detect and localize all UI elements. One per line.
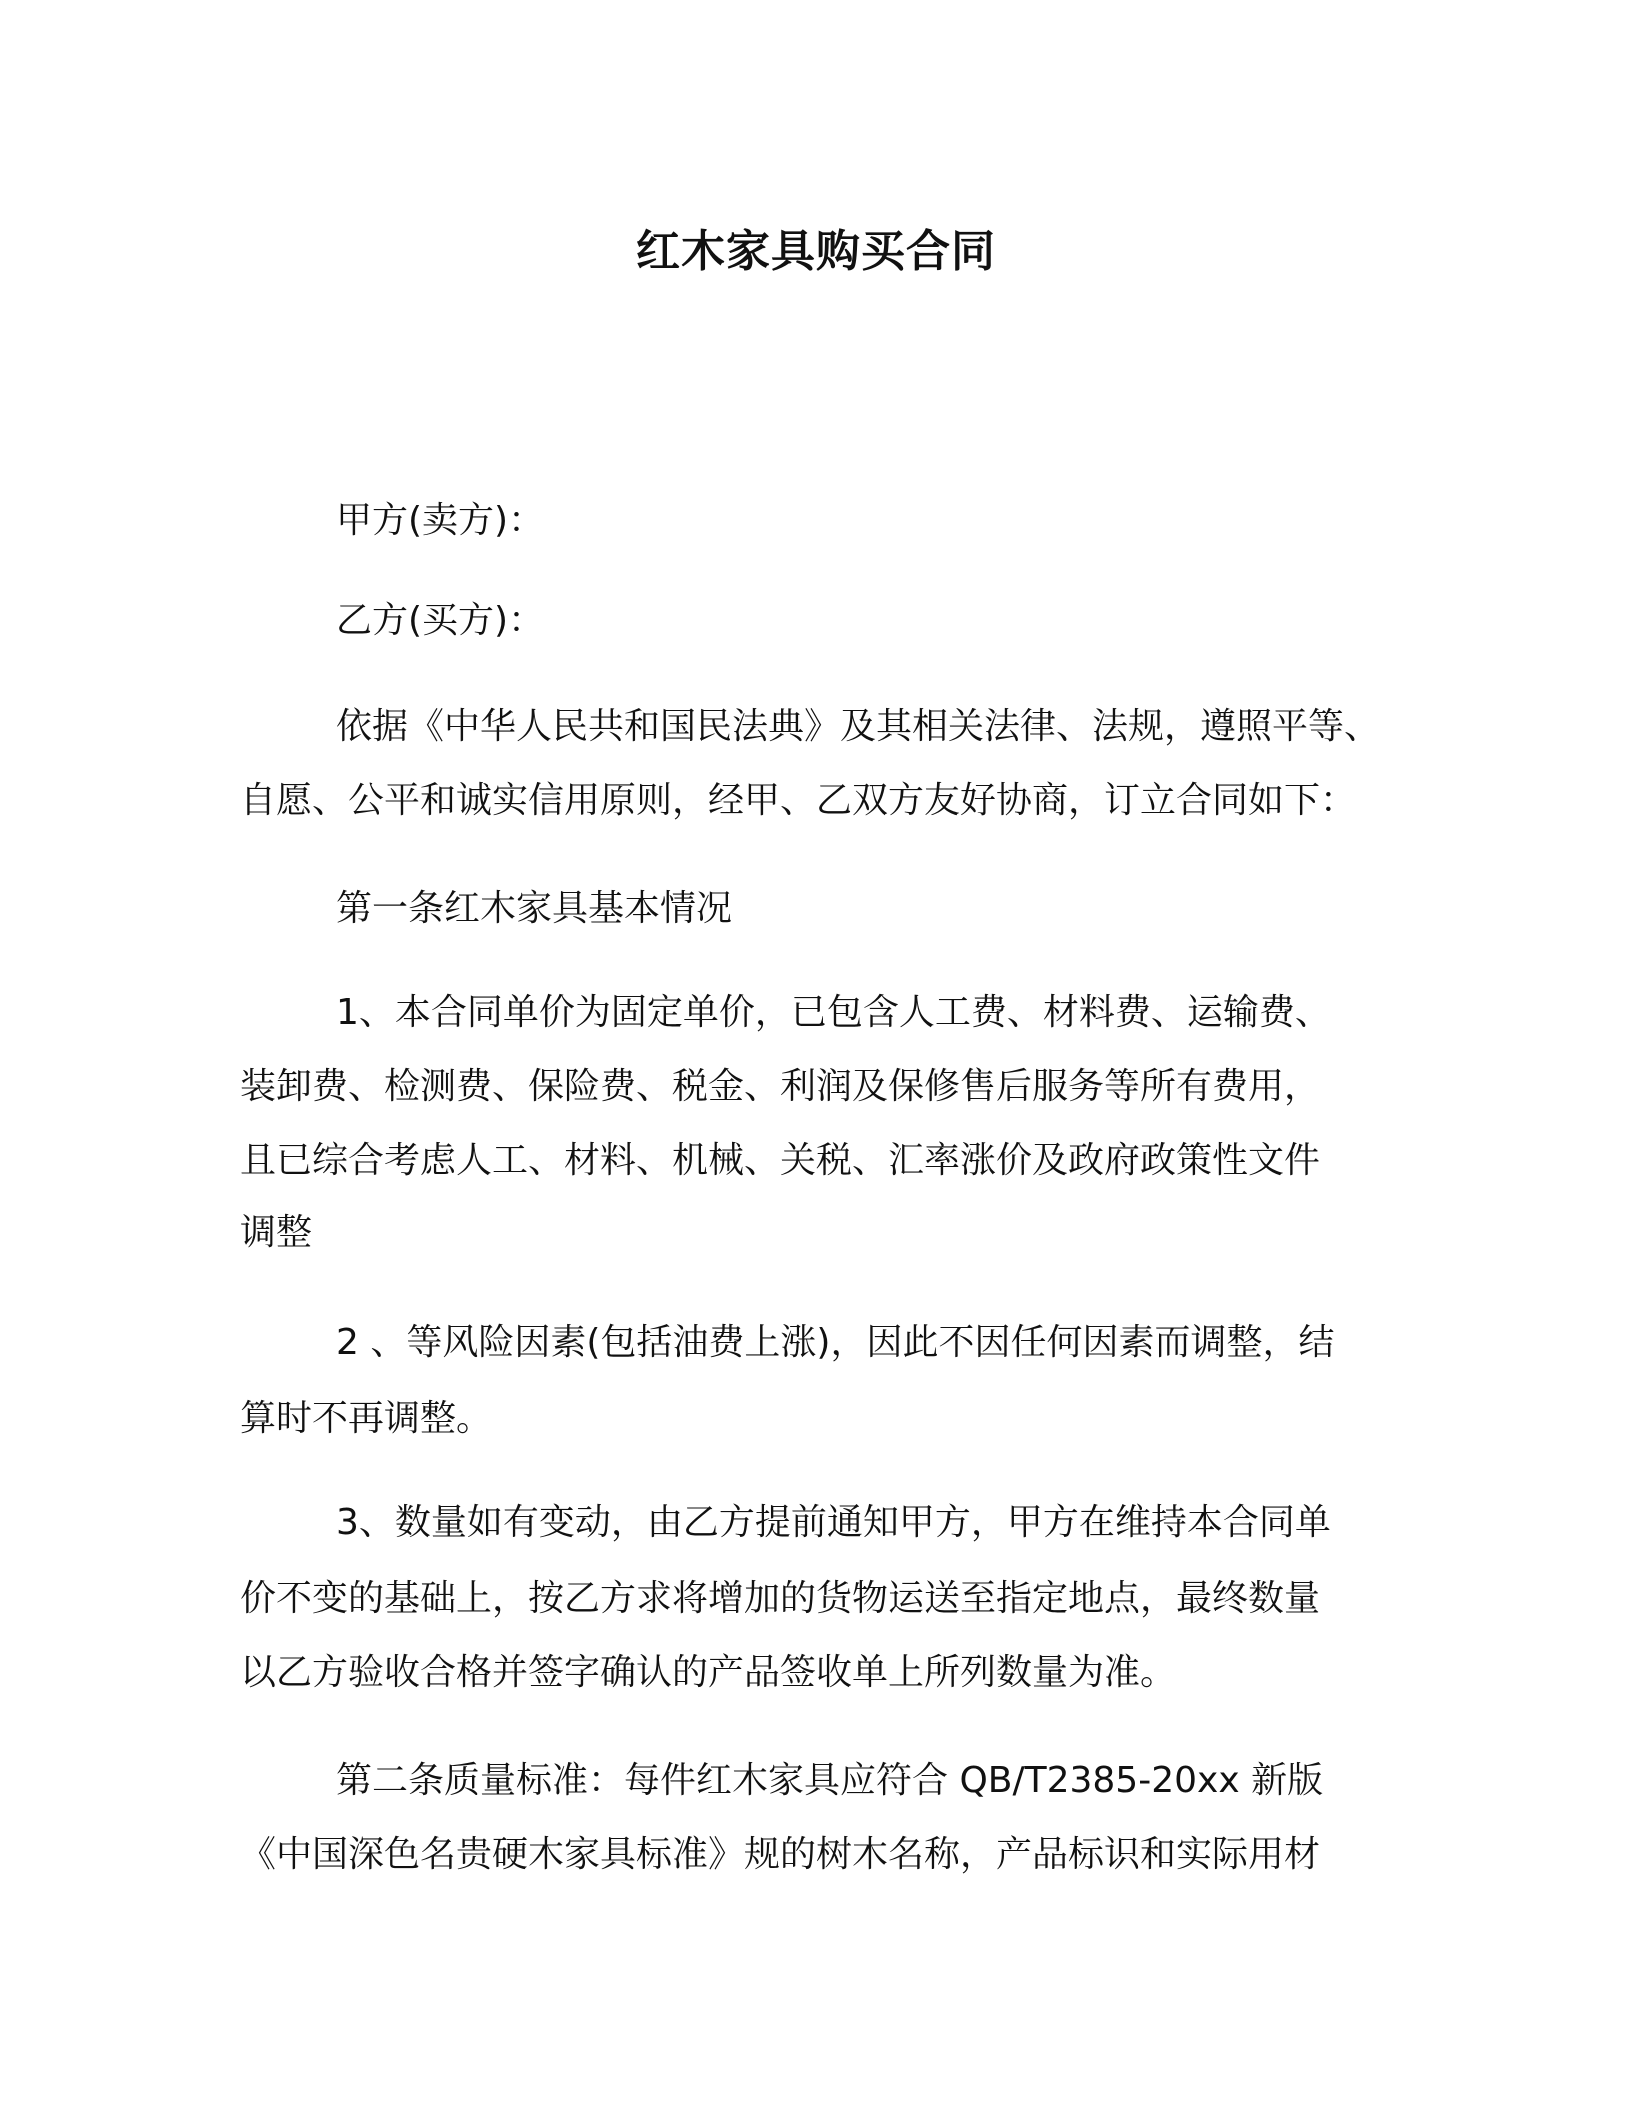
item3-line-3: 以乙方验收合格并签字确认的产品签收单上所列数量为准。 [240, 1652, 1177, 1693]
article2-line-2: 《中国深色名贵硬木家具标准》规的树木名称，产品标识和实际用材 [240, 1834, 1321, 1875]
intro-line-2: 自愿、公平和诚实信用原则，经甲、乙双方友好协商，订立合同如下： [240, 780, 1357, 821]
item1-line-1: 1、本合同单价为固定单价，已包含人工费、材料费、运输费、 [336, 992, 1331, 1033]
item2-line-2: 算时不再调整。 [240, 1398, 493, 1439]
party-b-label: 乙方(买方)： [336, 600, 545, 641]
item3-line-1: 3、数量如有变动，由乙方提前通知甲方，甲方在维持本合同单 [336, 1502, 1331, 1543]
intro-line-1: 依据《中华人民共和国民法典》及其相关法律、法规，遵照平等、 [336, 706, 1381, 747]
item1-line-4: 调整 [240, 1212, 313, 1253]
party-a-label: 甲方(卖方)： [336, 500, 545, 541]
article1-heading: 第一条红木家具基本情况 [336, 888, 733, 929]
document-title: 红木家具购买合同 [636, 226, 996, 277]
article2-line-1: 第二条质量标准：每件红木家具应符合 QB/T2385-20xx 新版 [336, 1760, 1324, 1801]
item3-line-2: 价不变的基础上，按乙方求将增加的货物运送至指定地点，最终数量 [240, 1578, 1321, 1619]
item1-line-2: 装卸费、检测费、保险费、税金、利润及保修售后服务等所有费用， [240, 1066, 1321, 1107]
item1-line-3: 且已综合考虑人工、材料、机械、关税、汇率涨价及政府政策性文件 [240, 1140, 1321, 1181]
item2-line-1: 2 、等风险因素(包括油费上涨)，因此不因任何因素而调整，结 [336, 1322, 1335, 1363]
